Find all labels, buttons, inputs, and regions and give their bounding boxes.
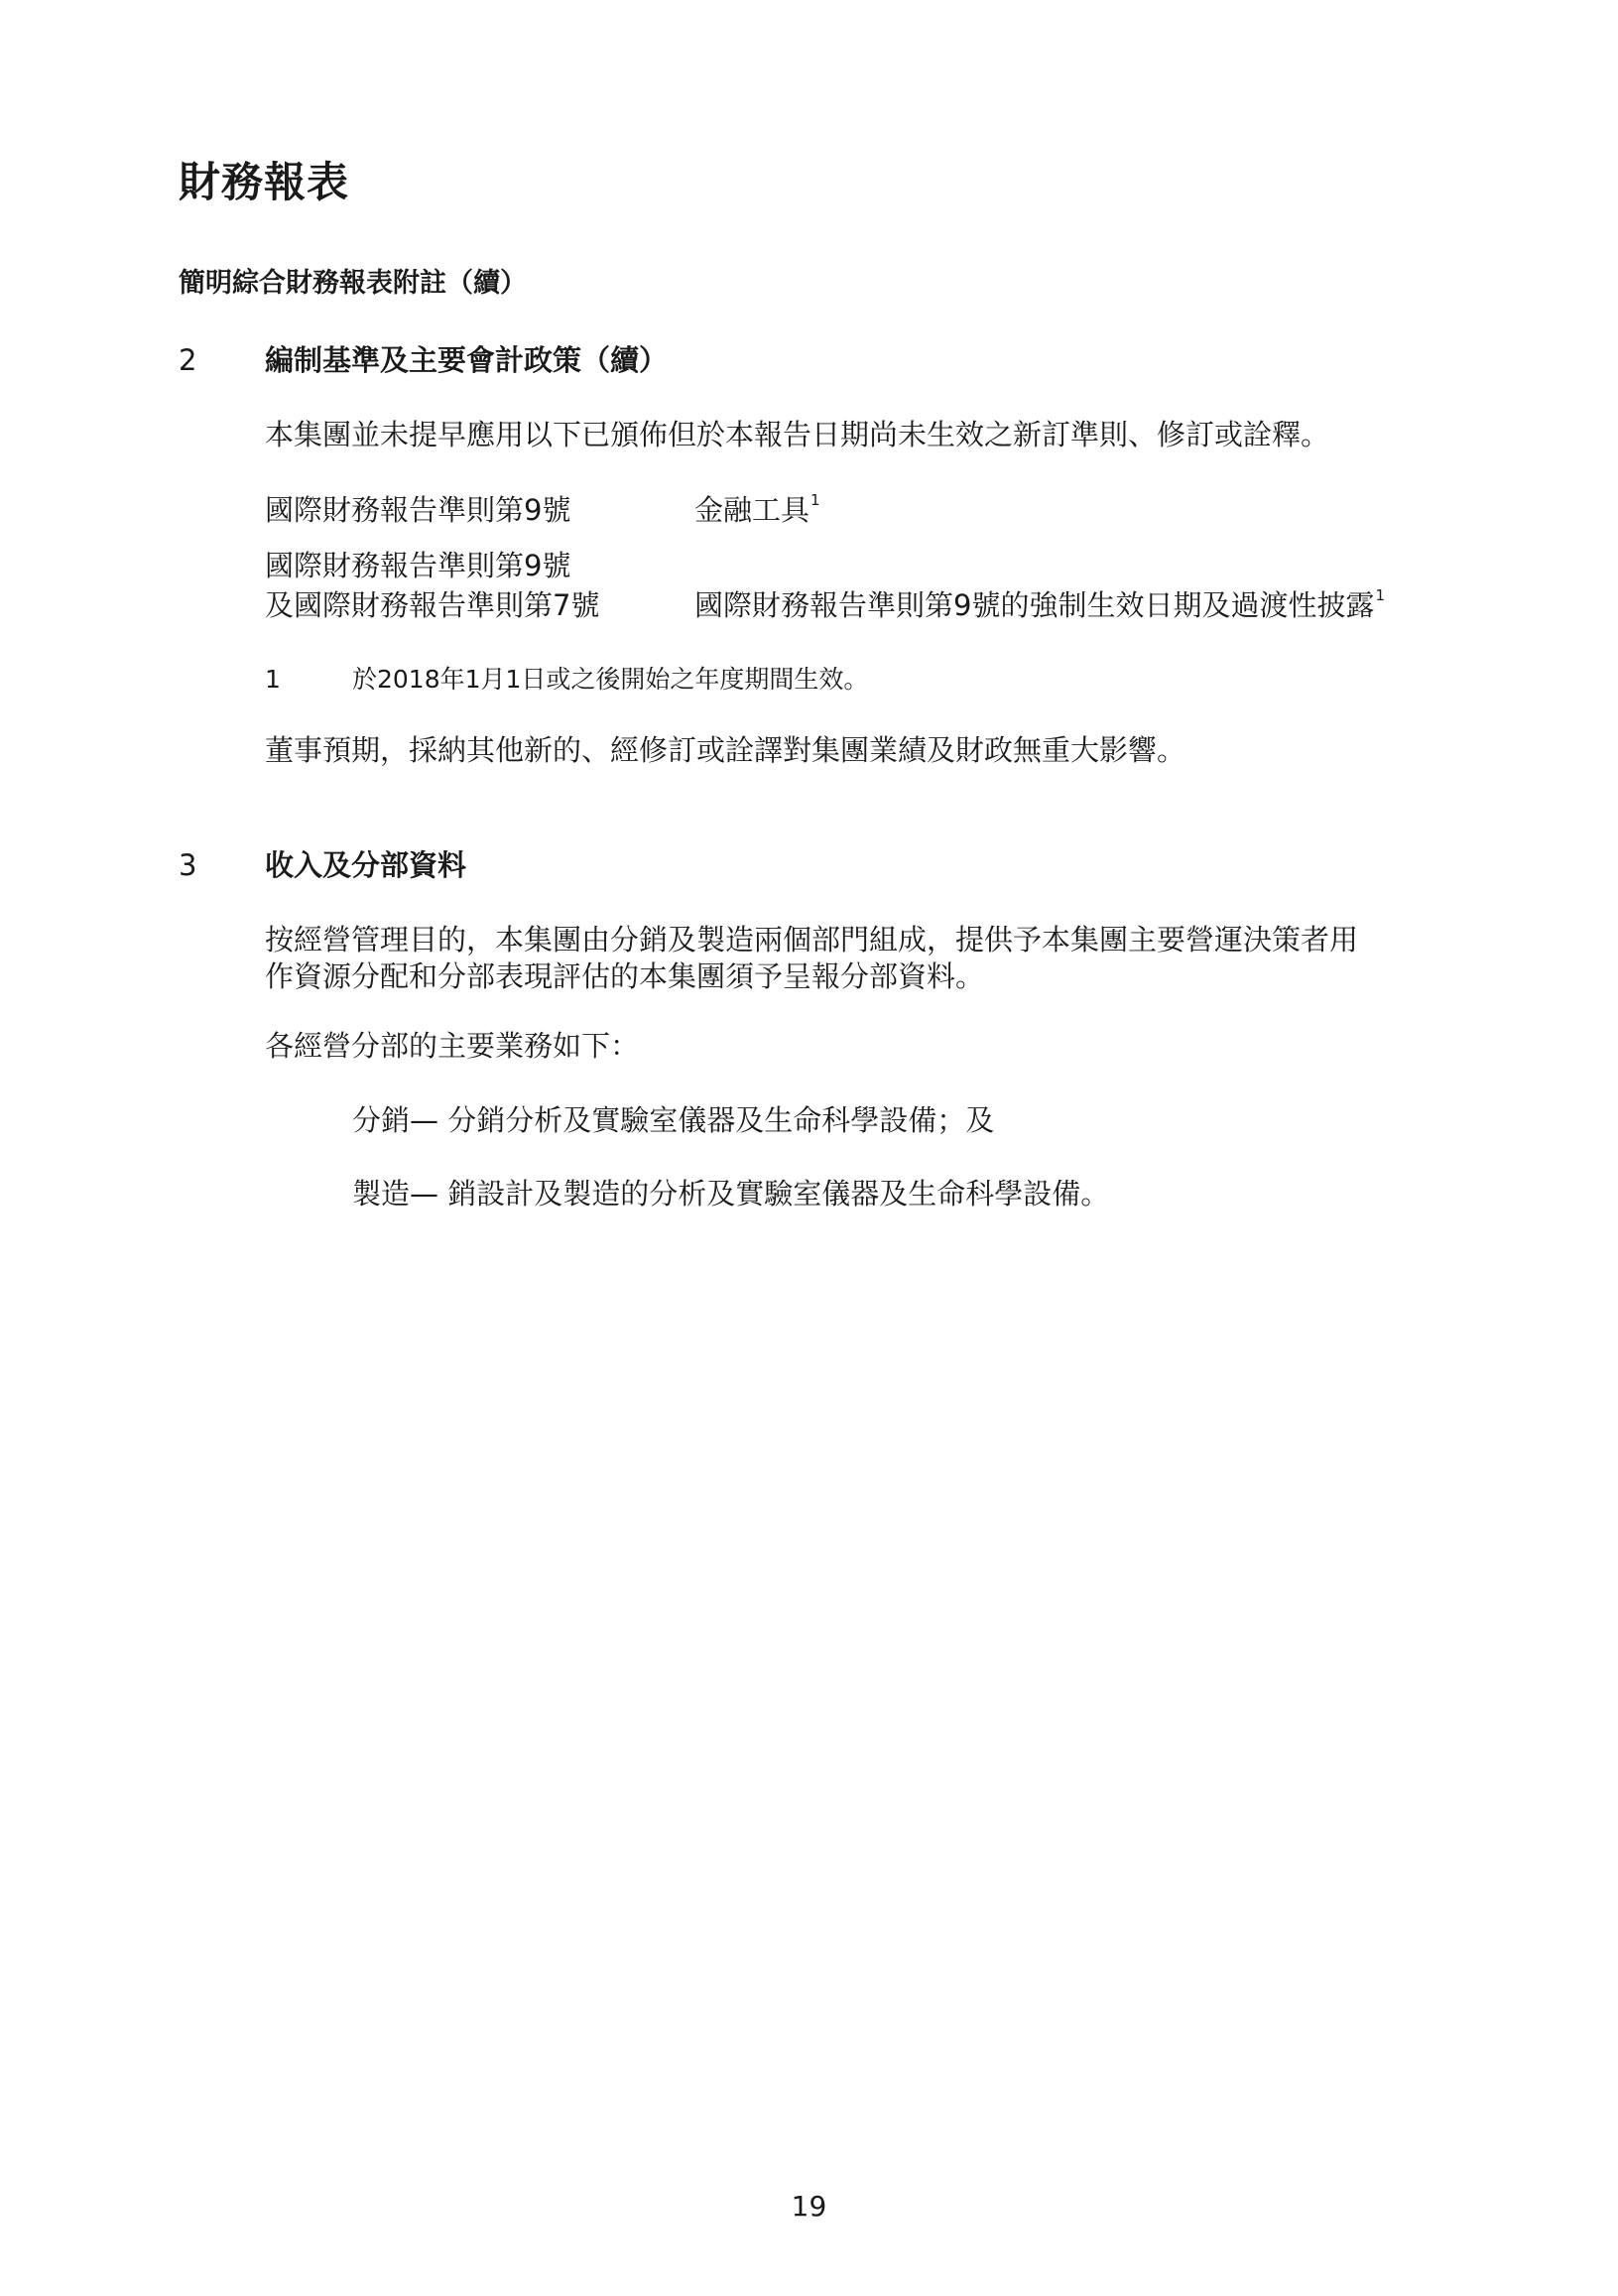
footnote-number: 1 [265, 665, 281, 694]
section-3-paragraph-line-1: 按經營管理目的，本集團由分銷及製造兩個部門組成，提供予本集團主要營運決策者用 [265, 923, 1359, 957]
footnote-ref: 1 [810, 491, 820, 510]
section-2-number: 2 [179, 343, 197, 377]
page-title: 財務報表 [179, 158, 350, 206]
section-3-activities-intro: 各經營分部的主要業務如下： [265, 1029, 640, 1063]
footnote-ref: 1 [1375, 586, 1385, 605]
standard-1-description: 金融工具$^1$ [694, 491, 820, 527]
segment-distribution: 分銷— 分銷分析及實驗室儀器及生命科學設備；及 [352, 1103, 995, 1137]
standard-2-description: 國際財務報告準則第9號的強制生效日期及過渡性披露$^1$ [694, 586, 1385, 622]
standard-2-name-line-1: 國際財務報告準則第9號 [265, 549, 571, 582]
standard-2-name-line-2: 及國際財務報告準則第7號 [265, 588, 600, 622]
page-subtitle: 簡明綜合財務報表附註（續） [179, 268, 527, 299]
section-3-paragraph-line-2: 作資源分配和分部表現評估的本集團須予呈報分部資料。 [265, 959, 985, 993]
section-2-title: 編制基準及主要會計政策（續） [265, 343, 669, 377]
segment-manufacturing: 製造— 銷設計及製造的分析及實驗室儀器及生命科學設備。 [352, 1177, 1110, 1211]
section-3-title: 收入及分部資料 [265, 848, 467, 882]
footnote-text: 於2018年1月1日或之後開始之年度期間生效。 [352, 665, 869, 694]
section-2-intro: 本集團並未提早應用以下已頒佈但於本報告日期尚未生效之新訂準則、修訂或詮釋。 [265, 418, 1330, 451]
section-2-conclusion: 董事預期，採納其他新的、經修訂或詮譯對集團業績及財政無重大影響。 [265, 733, 1186, 767]
section-3-number: 3 [179, 848, 197, 882]
standard-1-name: 國際財務報告準則第9號 [265, 493, 571, 527]
page-number: 19 [791, 2190, 827, 2223]
